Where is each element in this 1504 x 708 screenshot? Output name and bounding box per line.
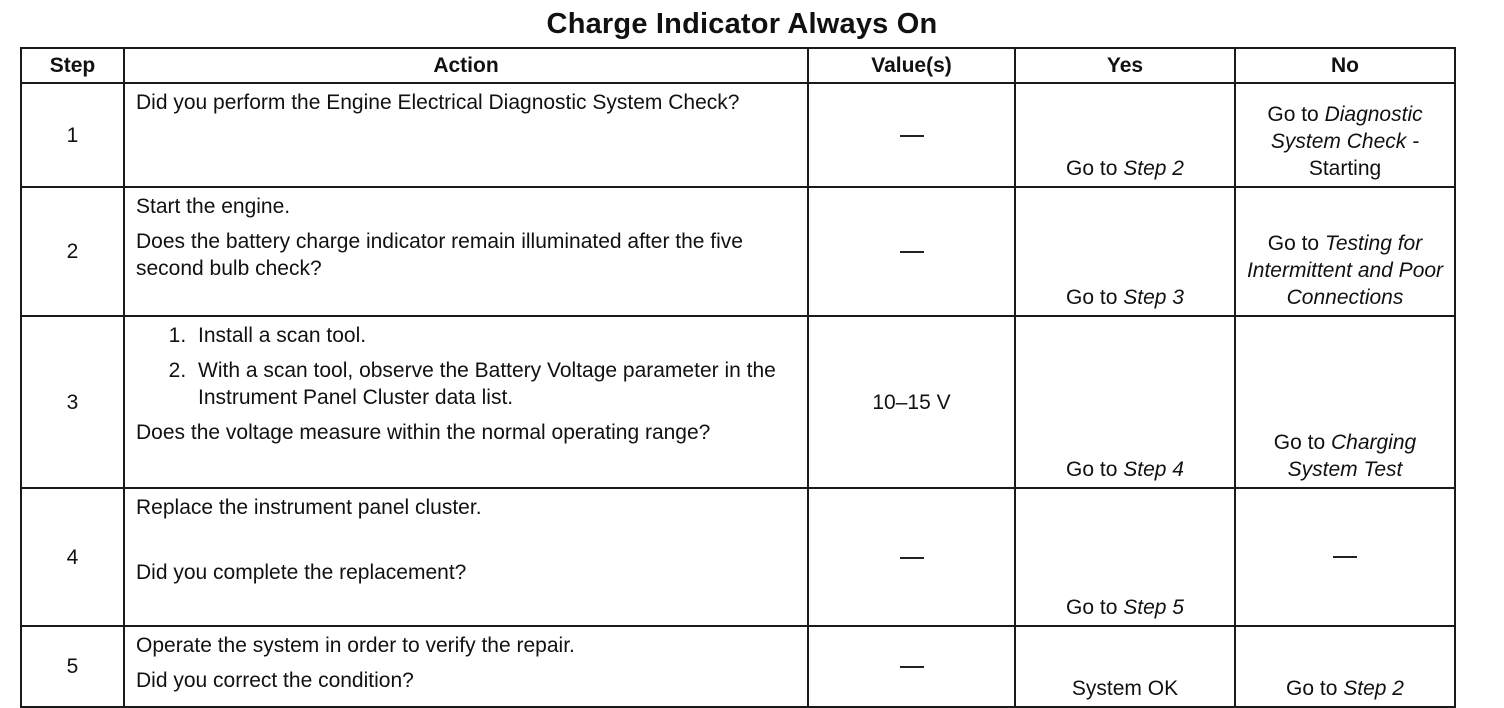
yes-step-link[interactable]: Step 4 [1123, 458, 1184, 481]
action-text: Replace the instrument panel cluster. [136, 496, 482, 519]
no-diagnostic-link[interactable]: Testing for Intermittent and Poor Connections [1246, 232, 1444, 309]
no-cell[interactable] [1235, 316, 1455, 488]
table-row [21, 488, 1455, 626]
step-number: 2 [21, 187, 124, 316]
no-step-link[interactable]: Step 2 [1343, 677, 1404, 700]
value-cell [808, 83, 1015, 187]
substep-item: 1. Install a scan tool. [192, 322, 801, 349]
step-number: 3 [21, 316, 124, 488]
action-cell [124, 187, 808, 316]
empty-no-dash [1333, 556, 1357, 558]
value-cell [808, 488, 1015, 626]
action-cell [124, 83, 808, 187]
no-diagnostic-link[interactable]: Charging System Test [1287, 431, 1417, 481]
page-title: Charge Indicator Always On [546, 8, 938, 40]
action-substeps [136, 322, 801, 411]
yes-prefix: Go to [1066, 458, 1124, 481]
step-number: 4 [21, 488, 124, 626]
yes-cell[interactable] [1015, 187, 1235, 316]
action-text: Operate the system in order to verify the repair. [136, 634, 575, 657]
column-header-yes: Yes [1015, 48, 1235, 83]
action-text: Start the engine. [136, 195, 291, 218]
no-prefix: Go to [1286, 677, 1344, 700]
no-prefix: Go to [1267, 232, 1325, 255]
substep-item: 2. With a scan tool, observe the Battery Voltage parameter in the Instrument Panel Cluster data list. [192, 357, 801, 411]
empty-value-dash [900, 251, 924, 253]
no-diagnostic-link[interactable]: Diagnostic System Check - [1270, 103, 1423, 153]
yes-cell[interactable] [1015, 488, 1235, 626]
no-suffix: Starting [1308, 157, 1382, 180]
yes-cell[interactable] [1015, 83, 1235, 187]
no-cell [1235, 488, 1455, 626]
action-cell [124, 488, 808, 626]
no-prefix: Go to [1267, 103, 1325, 126]
action-question: Does the battery charge indicator remain illuminated after the five second bulb check? [136, 230, 743, 280]
table-row [21, 187, 1455, 316]
yes-step-link[interactable]: Step 2 [1123, 157, 1184, 180]
yes-prefix: Go to [1066, 157, 1124, 180]
yes-step-link[interactable]: Step 3 [1123, 286, 1184, 309]
column-header-step: Step [21, 48, 124, 83]
step-number: 5 [21, 626, 124, 707]
empty-value-dash [900, 557, 924, 559]
value-cell: 10–15 V [808, 316, 1015, 488]
column-header-values: Value(s) [808, 48, 1015, 83]
action-text: Did you perform the Engine Electrical Diagnostic System Check? [136, 91, 740, 114]
action-question: Does the voltage measure within the normal operating range? [136, 421, 711, 444]
diagnostic-table [20, 47, 1456, 708]
yes-cell[interactable] [1015, 316, 1235, 488]
no-cell[interactable] [1235, 187, 1455, 316]
table-row [21, 316, 1455, 488]
table-row [21, 83, 1455, 187]
value-cell [808, 187, 1015, 316]
column-header-no: No [1235, 48, 1455, 83]
column-header-action: Action [124, 48, 808, 83]
yes-step-link[interactable]: Step 5 [1123, 596, 1184, 619]
action-cell [124, 316, 808, 488]
yes-cell: System OK [1015, 626, 1235, 707]
no-prefix: Go to [1273, 431, 1331, 454]
yes-prefix: Go to [1066, 596, 1124, 619]
table-header-row [21, 48, 1455, 83]
no-cell[interactable] [1235, 83, 1455, 187]
value-cell [808, 626, 1015, 707]
no-cell[interactable] [1235, 626, 1455, 707]
yes-prefix: Go to [1066, 286, 1124, 309]
empty-value-dash [900, 135, 924, 137]
action-question: Did you correct the condition? [136, 669, 414, 692]
action-cell [124, 626, 808, 707]
empty-value-dash [900, 666, 924, 668]
step-number: 1 [21, 83, 124, 187]
table-row [21, 626, 1455, 707]
action-question: Did you complete the replacement? [136, 561, 467, 584]
